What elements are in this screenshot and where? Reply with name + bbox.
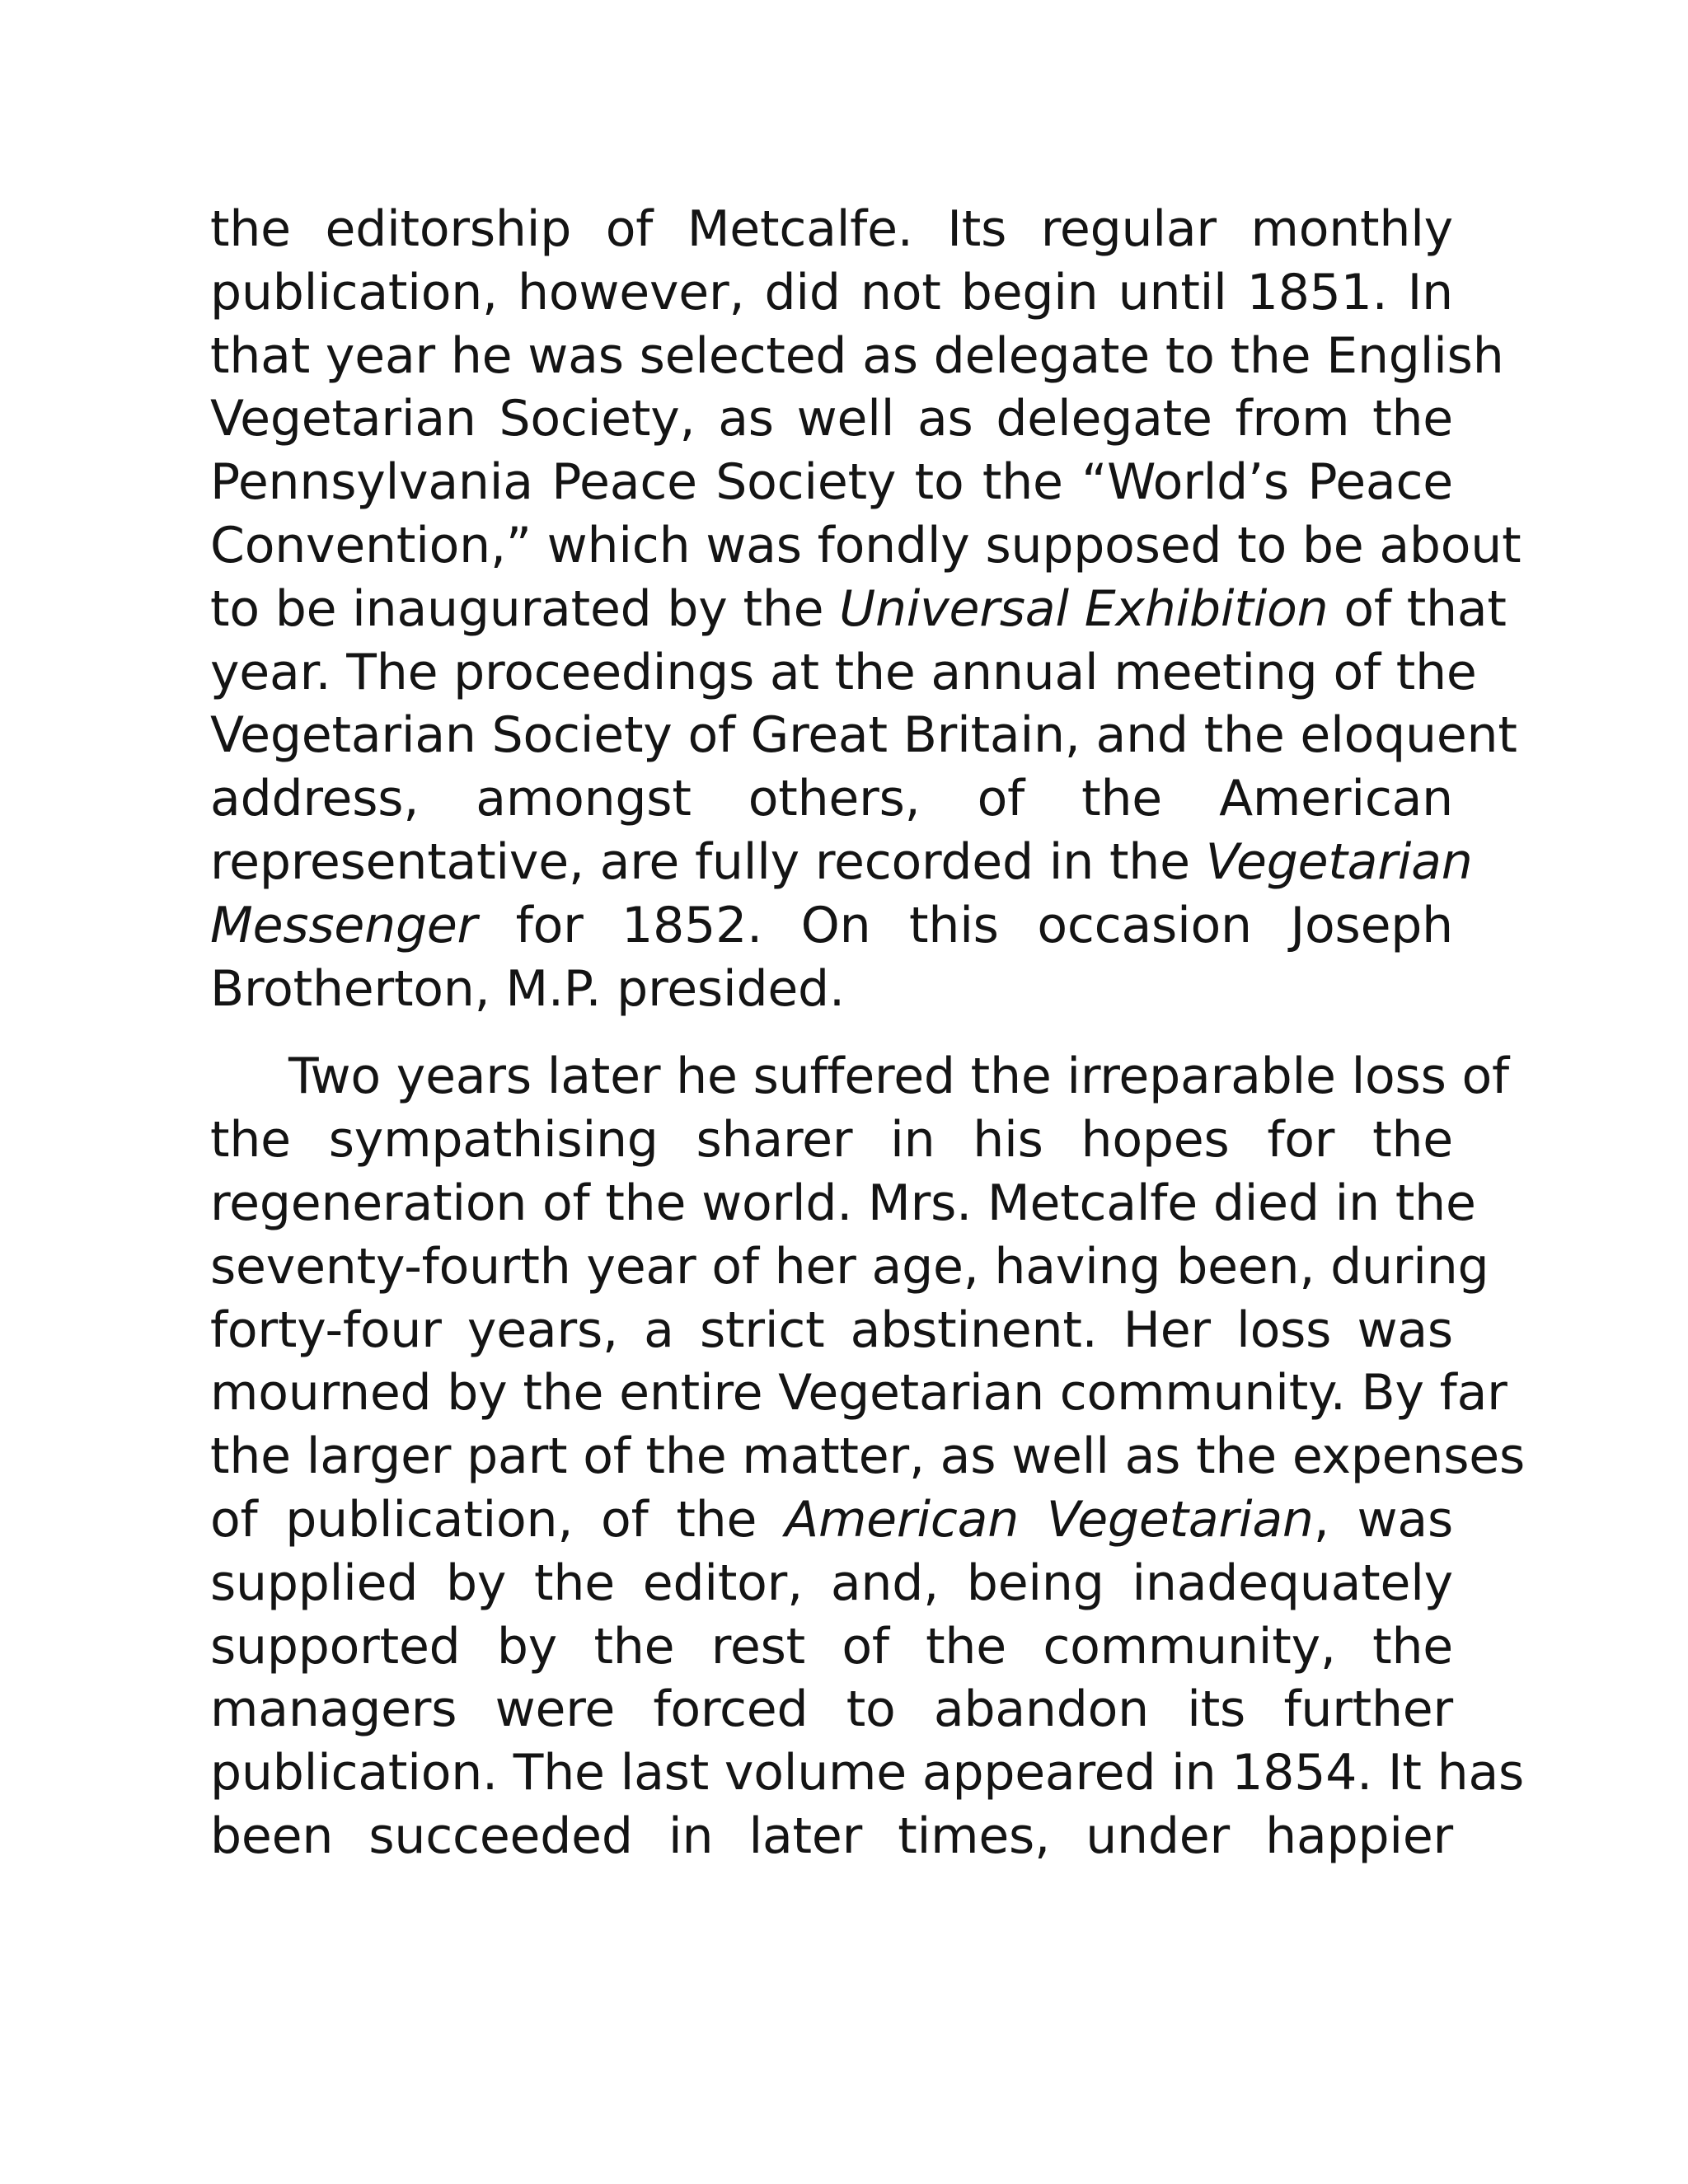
text-line — [210, 1172, 1476, 1235]
body-text — [210, 198, 1526, 1868]
text-line — [210, 1488, 1453, 1552]
text-segment: publication, however, did not begin until 1851. In — [210, 263, 1453, 321]
text-line — [210, 641, 1477, 705]
text-line — [210, 767, 1453, 831]
text-line — [210, 1235, 1489, 1299]
text-segment: mourned by the entire Vegetarian community. By far — [210, 1364, 1507, 1422]
text-segment: Brotherton, M.P. presided. — [210, 959, 845, 1018]
text-segment: managers were forced to abandon its further — [210, 1680, 1453, 1739]
paragraph-1 — [210, 198, 1522, 1020]
text-line — [210, 1552, 1453, 1615]
text-segment: forty-four years, a strict abstinent. Her loss was — [210, 1301, 1453, 1359]
text-line — [210, 1361, 1507, 1425]
text-line — [210, 1741, 1525, 1805]
text-segment: Vegetarian Society of Great Britain, and the eloquent — [210, 706, 1517, 765]
paragraph-2 — [210, 1045, 1526, 1868]
italic-title: Vegetarian — [1205, 832, 1473, 891]
text-segment: , was — [1313, 1490, 1454, 1549]
text-segment: regeneration of the world. Mrs. Metcalfe died in the — [210, 1174, 1476, 1232]
text-segment: Convention,” which was fondly supposed to be about — [210, 516, 1522, 574]
text-segment: been succeeded in later times, under happier — [210, 1807, 1453, 1865]
text-segment: year. The proceedings at the annual meeting of the — [210, 643, 1477, 701]
italic-title: Universal Exhibition — [839, 579, 1329, 638]
italic-title: American Vegetarian — [785, 1490, 1314, 1549]
text-line — [210, 831, 1473, 894]
text-line — [210, 704, 1517, 767]
text-segment: representative, are fully recorded in the — [210, 832, 1206, 891]
text-segment: the larger part of the matter, as well as the expenses — [210, 1427, 1526, 1486]
text-line — [210, 958, 1453, 1021]
italic-title: Messenger — [210, 896, 478, 954]
text-line — [210, 1045, 1509, 1108]
text-line — [210, 1678, 1453, 1741]
text-line — [210, 1299, 1453, 1362]
text-segment: supplied by the editor, and, being inadequately — [210, 1554, 1453, 1612]
text-segment: seventy-fourth year of her age, having been, during — [210, 1237, 1489, 1296]
text-line — [210, 451, 1453, 514]
text-segment: publication. The last volume appeared in 1854. It has — [210, 1744, 1525, 1802]
text-segment: address, amongst others, of the American — [210, 770, 1453, 828]
text-segment: supported by the rest of the community, the — [210, 1617, 1453, 1675]
text-segment: of that — [1328, 579, 1507, 638]
text-segment: Pennsylvania Peace Society to the “World’s Peace — [210, 453, 1453, 512]
text-line — [210, 198, 1453, 261]
text-line — [210, 325, 1504, 388]
text-segment: Two years later he suffered the irreparable loss of — [288, 1047, 1509, 1106]
text-line — [210, 1615, 1453, 1679]
text-segment: to be inaugurated by the — [210, 579, 840, 638]
text-line — [210, 1108, 1453, 1172]
text-line — [210, 578, 1507, 641]
text-line — [210, 387, 1453, 451]
text-segment: of publication, of the — [210, 1490, 785, 1549]
text-line — [210, 1805, 1453, 1868]
text-line — [210, 514, 1522, 578]
text-line — [210, 261, 1453, 325]
text-segment: the sympathising sharer in his hopes for the — [210, 1111, 1453, 1169]
text-line — [210, 1425, 1526, 1488]
text-line — [210, 894, 1453, 958]
text-segment: the editorship of Metcalfe. Its regular monthly — [210, 200, 1453, 258]
text-segment: Vegetarian Society, as well as delegate from the — [210, 390, 1453, 448]
text-segment: for 1852. On this occasion Joseph — [477, 896, 1453, 954]
text-segment: that year he was selected as delegate to the English — [210, 326, 1504, 385]
